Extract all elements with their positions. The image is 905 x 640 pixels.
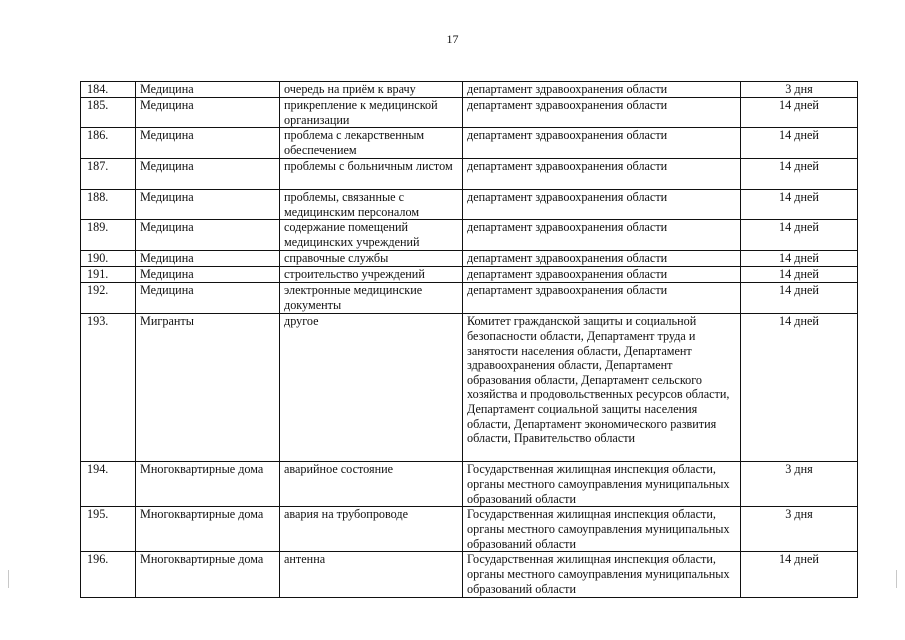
row-term: 14 дней (741, 267, 858, 283)
row-responsible: Государственная жилищная инспекция области, органы местного самоуправления муниципальных образований области (463, 462, 741, 507)
row-term: 14 дней (741, 98, 858, 128)
table-row (81, 251, 858, 267)
table-row (81, 159, 858, 190)
row-term: 14 дней (741, 159, 858, 190)
row-subject: антенна (280, 552, 463, 598)
row-number: 192. (81, 283, 136, 314)
row-responsible: департамент здравоохранения области (463, 128, 741, 159)
row-number: 187. (81, 159, 136, 190)
row-subject: справочные службы (280, 251, 463, 267)
row-category: Многоквартирные дома (136, 507, 280, 552)
row-number: 195. (81, 507, 136, 552)
row-category: Медицина (136, 267, 280, 283)
table-row (81, 314, 858, 462)
row-number: 185. (81, 98, 136, 128)
row-subject: другое (280, 314, 463, 462)
row-category: Медицина (136, 283, 280, 314)
row-responsible: департамент здравоохранения области (463, 98, 741, 128)
scan-edge-mark-left (8, 570, 9, 588)
row-responsible: департамент здравоохранения области (463, 82, 741, 98)
row-responsible: департамент здравоохранения области (463, 190, 741, 220)
row-responsible: Государственная жилищная инспекция области, органы местного самоуправления муниципальных образований области (463, 507, 741, 552)
row-subject: авария на трубопроводе (280, 507, 463, 552)
row-category: Мигранты (136, 314, 280, 462)
row-number: 190. (81, 251, 136, 267)
row-category: Медицина (136, 98, 280, 128)
row-term: 14 дней (741, 552, 858, 598)
row-number: 188. (81, 190, 136, 220)
row-number: 184. (81, 82, 136, 98)
row-subject: проблема с лекарственным обеспечением (280, 128, 463, 159)
row-responsible: департамент здравоохранения области (463, 159, 741, 190)
row-subject: проблемы, связанные с медицинским персоналом (280, 190, 463, 220)
page-number: 17 (446, 32, 459, 46)
row-category: Медицина (136, 82, 280, 98)
row-number: 186. (81, 128, 136, 159)
row-term: 14 дней (741, 251, 858, 267)
row-category: Многоквартирные дома (136, 462, 280, 507)
row-subject: очередь на приём к врачу (280, 82, 463, 98)
scan-edge-mark-right (896, 570, 897, 588)
row-number: 194. (81, 462, 136, 507)
table-row (81, 283, 858, 314)
row-term: 14 дней (741, 314, 858, 462)
table-row (81, 267, 858, 283)
table-row (81, 128, 858, 159)
appeals-table (80, 81, 858, 598)
row-responsible: департамент здравоохранения области (463, 220, 741, 251)
table-row (81, 507, 858, 552)
row-subject: аварийное состояние (280, 462, 463, 507)
row-responsible: Государственная жилищная инспекция области, органы местного самоуправления муниципальных образований области (463, 552, 741, 598)
row-category: Медицина (136, 251, 280, 267)
row-category: Многоквартирные дома (136, 552, 280, 598)
row-category: Медицина (136, 220, 280, 251)
row-responsible: департамент здравоохранения области (463, 267, 741, 283)
row-number: 193. (81, 314, 136, 462)
row-term: 3 дня (741, 462, 858, 507)
row-number: 189. (81, 220, 136, 251)
row-term: 3 дня (741, 82, 858, 98)
table-row (81, 190, 858, 220)
row-subject: проблемы с больничным листом (280, 159, 463, 190)
row-responsible: департамент здравоохранения области (463, 251, 741, 267)
row-subject: прикрепление к медицинской организации (280, 98, 463, 128)
row-number: 191. (81, 267, 136, 283)
row-responsible: департамент здравоохранения области (463, 283, 741, 314)
table-row (81, 462, 858, 507)
row-subject: содержание помещений медицинских учреждений (280, 220, 463, 251)
row-term: 14 дней (741, 190, 858, 220)
row-category: Медицина (136, 159, 280, 190)
table-row (81, 98, 858, 128)
row-category: Медицина (136, 190, 280, 220)
row-number: 196. (81, 552, 136, 598)
row-term: 14 дней (741, 283, 858, 314)
row-subject: электронные медицинские документы (280, 283, 463, 314)
table-row (81, 220, 858, 251)
row-term: 3 дня (741, 507, 858, 552)
row-responsible: Комитет гражданской защиты и социальной безопасности области, Департамент труда и занятости населения области, Департамент здравоохранения области, Департамент образования области, Департамент сельского хозяйства и продовольственных ресурсов области, Департамент социальной защиты населения области, Департамент экономического развития области, Правительство области (463, 314, 741, 462)
row-term: 14 дней (741, 128, 858, 159)
table-row (81, 552, 858, 598)
row-term: 14 дней (741, 220, 858, 251)
table-row (81, 82, 858, 98)
row-category: Медицина (136, 128, 280, 159)
row-subject: строительство учреждений (280, 267, 463, 283)
